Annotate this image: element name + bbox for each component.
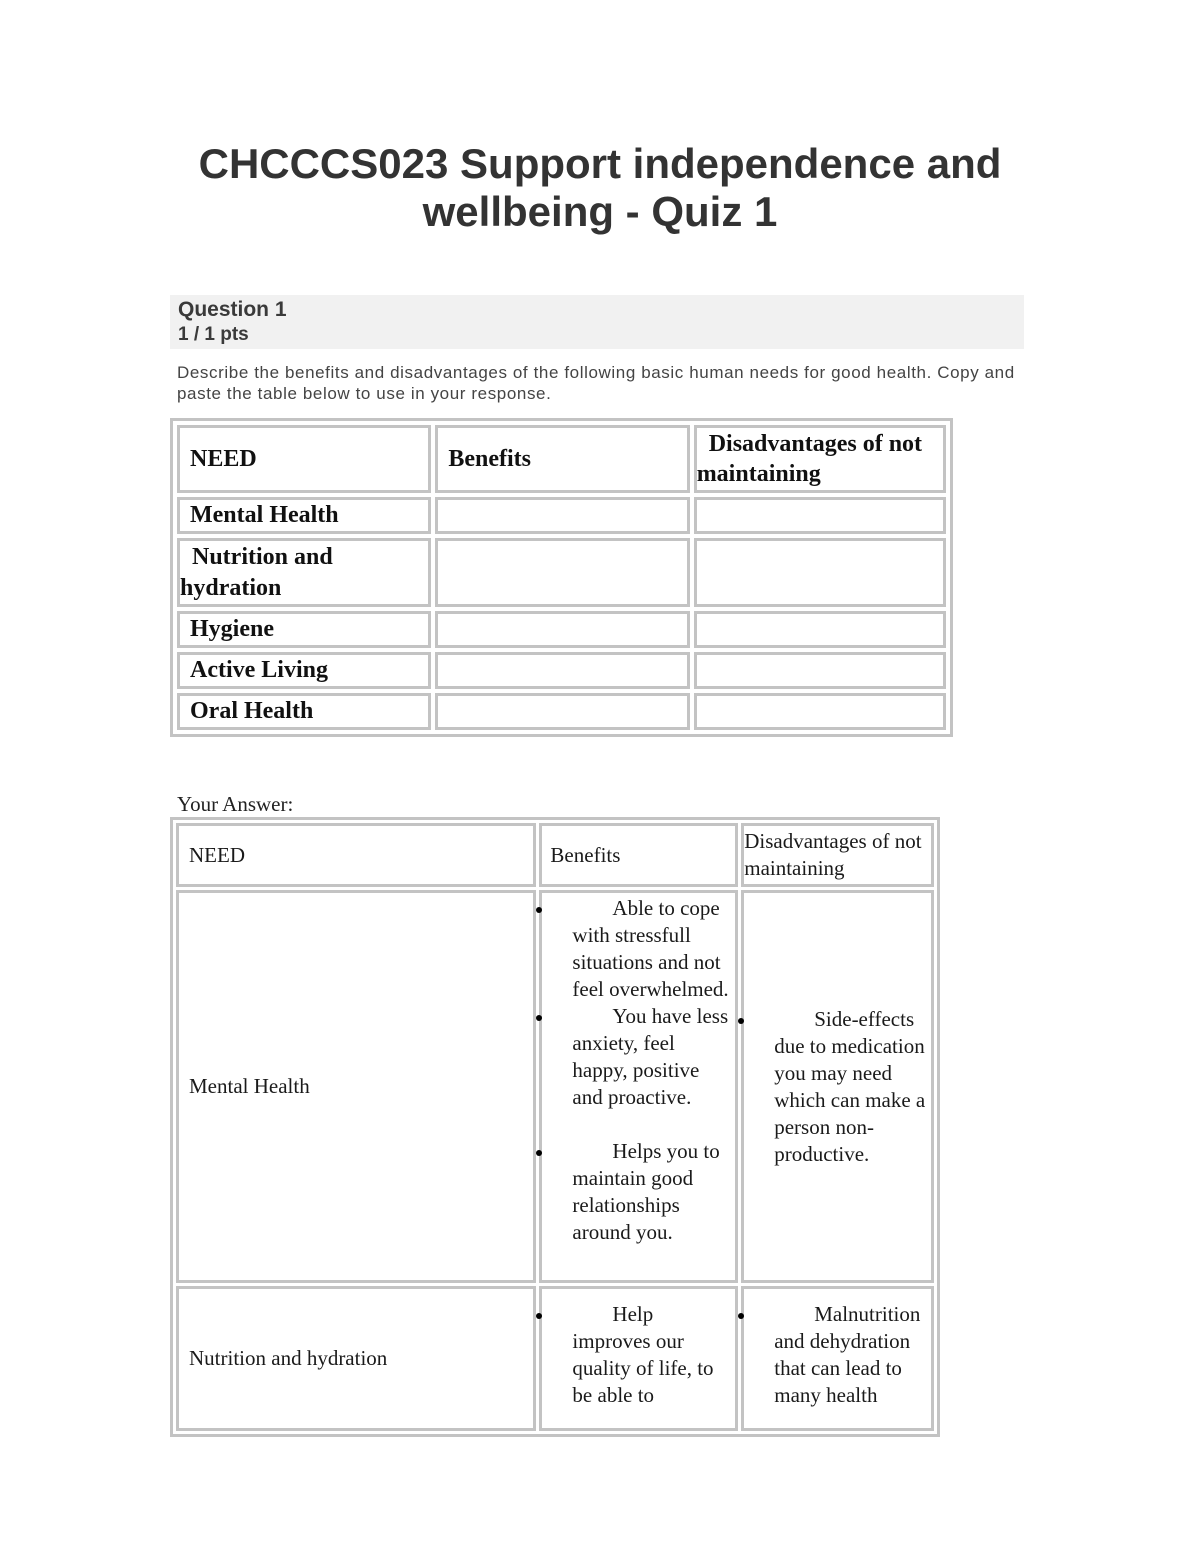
question-points: 1 / 1 pts [178, 324, 249, 345]
header-benefits: Benefits [435, 425, 689, 493]
question-prompt: Describe the benefits and disadvantages of the following basic human needs for good health. Copy and paste the table below to use in your response. [177, 363, 1015, 403]
page-title: CHCCCS023 Support independence and wellbeing - Quiz 1 [198, 140, 1002, 235]
table-row [176, 890, 934, 1283]
need-cell: Nutrition and hydration [176, 1286, 536, 1431]
need-cell: Nutrition and hydration [177, 538, 431, 607]
disadvantages-cell [694, 538, 946, 607]
header-need: NEED [177, 425, 431, 493]
benefits-cell [435, 652, 689, 689]
table-row [176, 1286, 934, 1431]
benefits-list [542, 1301, 735, 1409]
benefits-cell [435, 497, 689, 534]
benefits-cell [435, 538, 689, 607]
list-item: Helps you to maintain good relationships around you. [542, 1138, 735, 1246]
table-row [177, 611, 946, 648]
header-need: NEED [176, 823, 536, 887]
need-cell: Mental Health [176, 890, 536, 1283]
need-cell: Oral Health [177, 693, 431, 730]
benefits-cell [539, 1286, 738, 1431]
list-item: Side-effects due to medication you may need which can make a person non-productive. [744, 1006, 931, 1168]
header-disadvantages: Disadvantages of not maintaining [694, 425, 946, 493]
table-header-row [176, 823, 934, 887]
table-row [177, 538, 946, 607]
benefits-cell [539, 890, 738, 1283]
disadvantages-cell [694, 693, 946, 730]
question-header [170, 295, 1024, 349]
need-cell: Mental Health [177, 497, 431, 534]
answer-table [170, 817, 940, 1437]
table-row [177, 693, 946, 730]
disadvantages-cell [741, 890, 934, 1283]
disadvantages-cell [694, 497, 946, 534]
need-cell: Hygiene [177, 611, 431, 648]
list-item: Able to cope with stressfull situations and not feel overwhelmed. [542, 895, 735, 1003]
benefits-cell [435, 693, 689, 730]
benefits-list [542, 895, 735, 1246]
your-answer-label: Your Answer: [177, 792, 294, 816]
disadvantages-cell [741, 1286, 934, 1431]
table-row [177, 652, 946, 689]
list-item: You have less anxiety, feel happy, positive and proactive. [542, 1003, 735, 1111]
header-disadvantages: Disadvantages of not maintaining [741, 823, 934, 887]
disadvantages-cell [694, 652, 946, 689]
disadvantages-list [744, 1006, 931, 1168]
table-row [177, 497, 946, 534]
benefits-cell [435, 611, 689, 648]
list-item: Malnutrition and dehydration that can lead to many health [744, 1301, 931, 1409]
template-table [170, 418, 953, 737]
table-header-row [177, 425, 946, 493]
need-cell: Active Living [177, 652, 431, 689]
header-benefits: Benefits [539, 823, 738, 887]
question-title: Question 1 [178, 298, 287, 321]
list-item: Help improves our quality of life, to be able to [542, 1301, 735, 1409]
disadvantages-cell [694, 611, 946, 648]
disadvantages-list [744, 1301, 931, 1409]
